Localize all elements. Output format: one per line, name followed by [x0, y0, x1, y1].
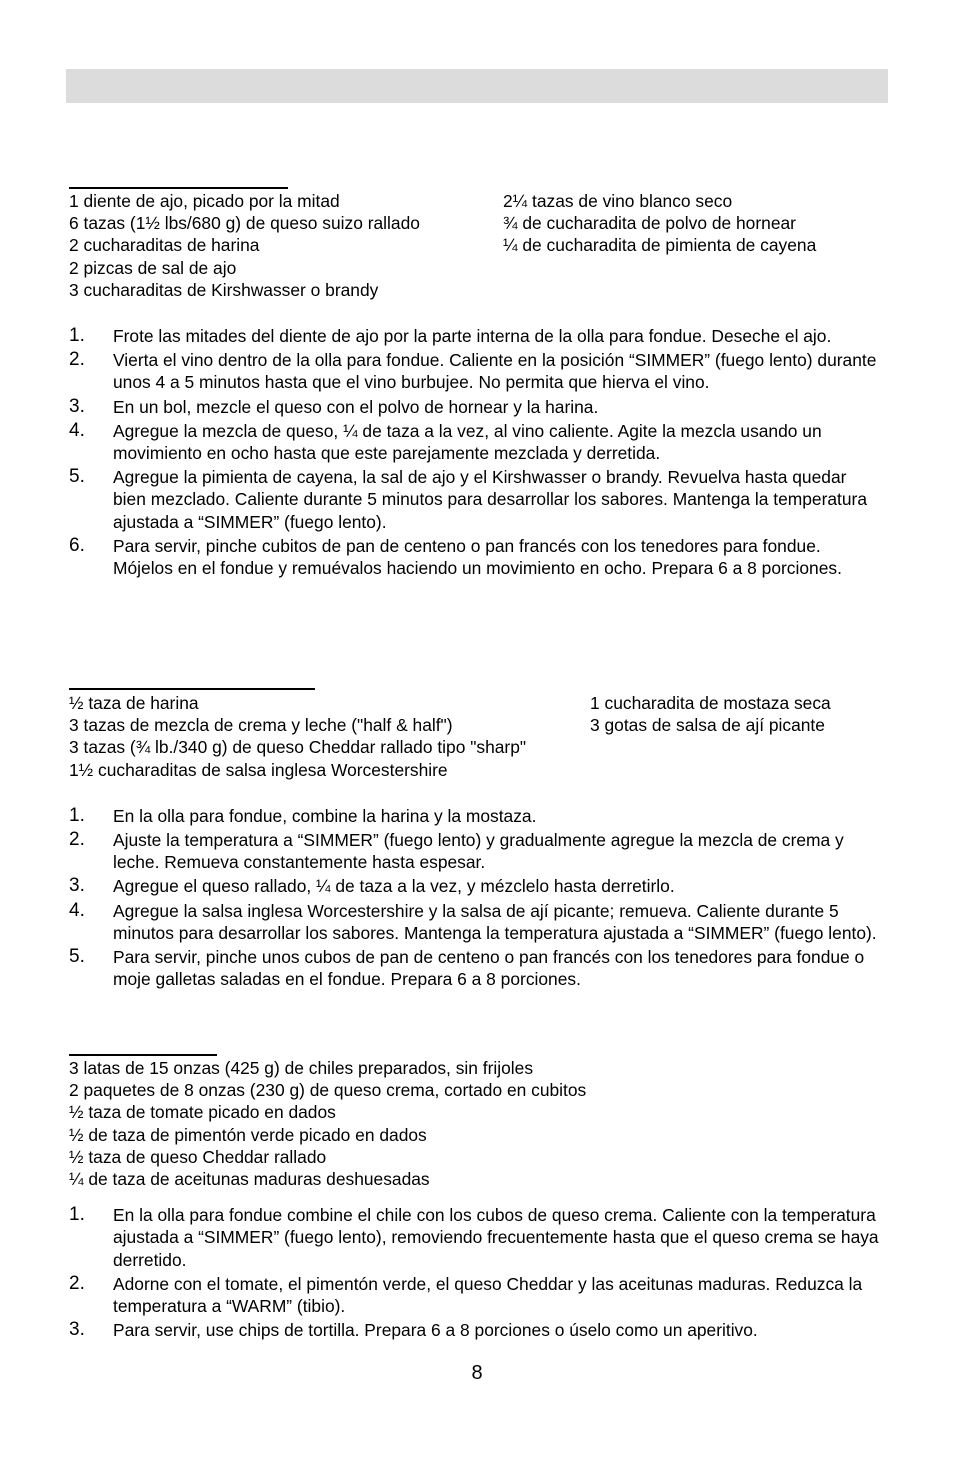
step-text: Agregue la salsa inglesa Worcestershire y la salsa de ají picante; remueva. Caliente durante 5 minutos para desarrollar los sabores. Mantenga la temperatura ajustada a “SIMMER” (fuego lento). — [113, 900, 877, 943]
header-bar — [66, 69, 888, 103]
step-text: Para servir, pinche unos cubos de pan de centeno o pan francés con los tenedores para fondue o moje galletas saladas en el fondue. Prepara 6 a 8 porciones. — [113, 947, 865, 990]
step — [69, 349, 884, 393]
ingredient: 3 latas de 15 onzas (425 g) de chiles preparados, sin frijoles — [69, 1058, 534, 1078]
step-number: 1. — [69, 804, 85, 826]
step-number: 1. — [69, 325, 85, 347]
ingredient: 6 tazas (1½ lbs/680 g) de queso suizo rallado — [69, 213, 420, 234]
ingredient: 3 tazas (¾ lb./340 g) de queso Cheddar rallado tipo "sharp" — [69, 737, 527, 758]
ingredient: ¾ de cucharadita de polvo de hornear — [503, 213, 796, 234]
recipe-2-ingredients-left — [69, 692, 590, 781]
recipe-1-ingredients — [69, 190, 884, 301]
step-text: Agregue la mezcla de queso, ¼ de taza a la vez, al vino caliente. Agite la mezcla usando un movimiento en ocho hasta que este parejamente mezclada y derretida. — [113, 420, 822, 464]
step — [69, 396, 884, 418]
step-text: En la olla para fondue, combine la harina y la mostaza. — [113, 805, 537, 826]
step — [69, 1273, 884, 1317]
step — [69, 946, 884, 990]
step — [69, 1204, 884, 1271]
recipe-2-ingredients — [69, 692, 884, 781]
step-text: Ajuste la temperatura a “SIMMER” (fuego lento) y gradualmente agregue la mezcla de crema y leche. Remueva constantemente hasta espesar. — [113, 830, 844, 873]
ingredient: 2 cucharaditas de harina — [69, 235, 260, 256]
ingredient: ¼ de taza de aceitunas maduras deshuesadas — [69, 1169, 430, 1190]
step-number: 5. — [69, 466, 85, 488]
ingredient: 2 pizcas de sal de ajo — [69, 257, 237, 278]
step-text: Frote las mitades del diente de ajo por la parte interna de la olla para fondue. Deseche el ajo. — [113, 326, 832, 347]
page-number: 8 — [471, 1362, 483, 1384]
recipe-3-ingredients — [69, 1057, 884, 1190]
step-number: 2. — [69, 1272, 85, 1294]
recipe-2-steps — [69, 805, 884, 991]
step-text: Agregue la pimienta de cayena, la sal de ajo y el Kirshwasser o brandy. Revuelva hasta quedar bien mezclado. Caliente durante 5 minutos para desarrollar los sabores. Mantenga la temperatura ajustada a “SIMMER” (fuego lento). — [113, 467, 868, 532]
recipe-3-steps — [69, 1204, 884, 1341]
ingredient: 3 tazas de mezcla de crema y leche ("half & half") — [69, 715, 453, 736]
recipe-3-title-rule — [69, 1054, 217, 1056]
step — [69, 900, 884, 944]
step — [69, 1319, 884, 1341]
recipe-2-ingredients-right — [590, 692, 831, 781]
step-number: 3. — [69, 875, 85, 897]
recipe-1 — [69, 190, 884, 581]
step-text: En un bol, mezcle el queso con el polvo de hornear y la harina. — [113, 396, 599, 417]
step — [69, 875, 884, 897]
recipe-1-steps — [69, 325, 884, 579]
ingredient: 2 paquetes de 8 onzas (230 g) de queso crema, cortado en cubitos — [69, 1080, 587, 1101]
step-text: Agregue el queso rallado, ¼ de taza a la vez, y mézclelo hasta derretirlo. — [113, 876, 675, 897]
step-number: 2. — [69, 349, 85, 371]
ingredient: 2¼ tazas de vino blanco seco — [503, 191, 733, 211]
step-number: 3. — [69, 1319, 85, 1341]
step-number: 4. — [69, 419, 85, 441]
step — [69, 805, 884, 827]
recipe-2 — [69, 692, 884, 992]
step-text: Vierta el vino dentro de la olla para fondue. Caliente en la posición “SIMMER” (fuego lento) durante unos 4 a 5 minutos hasta que el vino burbujee. No permita que hierva el vino. — [113, 350, 877, 393]
ingredient: ½ taza de harina — [69, 693, 199, 713]
ingredient: 3 cucharaditas de Kirshwasser o brandy — [69, 279, 379, 300]
ingredient: 1½ cucharaditas de salsa inglesa Worcestershire — [69, 759, 448, 780]
ingredient: ¼ de cucharadita de pimienta de cayena — [503, 235, 817, 256]
step-number: 6. — [69, 534, 85, 556]
recipe-1-title-rule — [69, 187, 288, 189]
step — [69, 466, 884, 533]
step-number: 2. — [69, 829, 85, 851]
step — [69, 325, 884, 347]
step-number: 5. — [69, 946, 85, 968]
ingredient: ½ de taza de pimentón verde picado en dados — [69, 1124, 427, 1145]
ingredient: 1 diente de ajo, picado por la mitad — [69, 191, 340, 211]
recipe-1-ingredients-right — [503, 190, 816, 301]
step-text: En la olla para fondue combine el chile con los cubos de queso crema. Caliente con la temperatura ajustada a “SIMMER” (fuego lento), removiendo frecuentemente hasta que el queso crema se haya derretido. — [113, 1205, 879, 1270]
step-text: Para servir, use chips de tortilla. Prepara 6 a 8 porciones o úselo como un aperitivo. — [113, 1320, 758, 1341]
recipe-1-ingredients-left — [69, 190, 503, 301]
recipe-3 — [69, 1057, 884, 1343]
step-number: 3. — [69, 395, 85, 417]
step-text: Adorne con el tomate, el pimentón verde, el queso Cheddar y las aceitunas maduras. Reduzca la temperatura a “WARM” (tibio). — [113, 1273, 863, 1317]
ingredient: 1 cucharadita de mostaza seca — [590, 693, 831, 713]
ingredient: 3 gotas de salsa de ají picante — [590, 715, 825, 736]
step-number: 4. — [69, 899, 85, 921]
step-number: 1. — [69, 1204, 85, 1226]
step — [69, 535, 884, 579]
ingredient: ½ taza de tomate picado en dados — [69, 1102, 336, 1123]
step-text: Para servir, pinche cubitos de pan de centeno o pan francés con los tenedores para fondue. Mójelos en el fondue y remuévalos haciendo un movimiento en ocho. Prepara 6 a 8 porciones. — [113, 535, 842, 579]
recipe-2-title-rule — [69, 688, 315, 690]
recipe-3-ingredients-left — [69, 1057, 586, 1190]
step — [69, 829, 884, 873]
ingredient: ½ taza de queso Cheddar rallado — [69, 1146, 327, 1167]
step — [69, 420, 884, 464]
